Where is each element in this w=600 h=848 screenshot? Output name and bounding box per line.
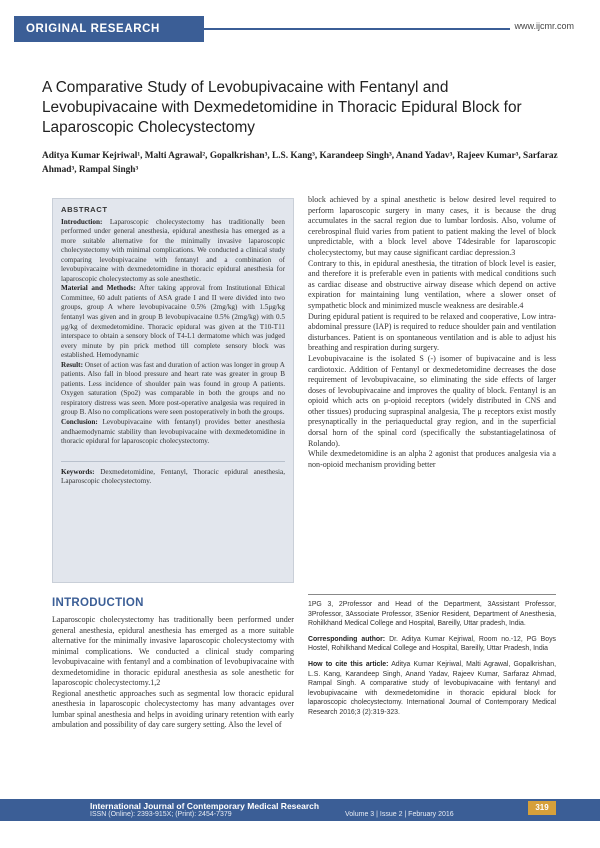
site-url[interactable]: www.ijcmr.com xyxy=(510,21,578,31)
footer-volume-issue: Volume 3 | Issue 2 | February 2016 xyxy=(345,811,454,818)
cite-label: How to cite this article: xyxy=(308,660,389,668)
right-column-body xyxy=(308,195,556,583)
abstract-label: Result: xyxy=(61,360,83,369)
abstract-label: Material and Methods: xyxy=(61,284,136,293)
body-paragraph: block achieved by a spinal anesthetic is below desired level required to perform laparoscopic surgery in many cases, it is because the drug accumulates in the sacral region due to lumbar lordosis. Also, volume of cerebrospinal fluid varies from patient to patient making the level of block unpredictable, with a block level above T4desirable for laparoscopic cholecystectomy, but may cause significant cardiac depression.3 xyxy=(308,195,556,257)
introduction-body xyxy=(52,615,294,805)
body-paragraph: Levobupivacaine is the isolated S (-) isomer of bupivacaine and is less cardiotoxic. Addition of Fentanyl or dexmedetomidine decreases the dose requirement of levobupivacaine, so eliminating the side effects of larger doses of levobupivacaine and improves the quality of block. Fentanyl is an opioid which acts on μ-opioid receptors (widely distributed in CNS and other tissues) producing supraspinal analgesia, The μ receptors exist mostly presynaptically in the periaqueductal gray region, and in the superficial dorsal horn of the spinal cord (specifically the substantiagelatinosa of Rolando). xyxy=(308,353,556,448)
footer-issn: ISSN (Online): 2393-915X; (Print): 2454-7379 xyxy=(90,811,232,818)
affiliation-rule xyxy=(308,594,556,595)
abstract-text: Laparoscopic cholecystectomy has traditionally been performed under general anesthesia, epidural anesthesia has emerged as a more suitable alternative for the minimally invasive laparoscopic cholecystectomy with minimal complications. We conducted a clinical study comparing levobupivacaine with fentanyl and a combination of levobupivacaine with dexmedetomidine in thoracic epidural anesthesia for laparoscopic cholecystectomy as sole anesthetic. xyxy=(61,217,285,283)
introduction-heading: INTRODUCTION xyxy=(52,597,144,609)
abstract-label: Conclusion: xyxy=(61,418,98,427)
body-paragraph: Regional anesthetic approaches such as segmental low thoracic epidural anesthesia in laparoscopic cholecystectomy has many advantages over lumbar spinal anesthesia and helps in avoiding urinary retention with early ambulation and possibility of day care surgery setting. Also the level of xyxy=(52,688,294,730)
abstract-result xyxy=(61,361,285,418)
page-number-badge: 319 xyxy=(528,801,556,815)
abstract-methods xyxy=(61,284,285,360)
section-label: ORIGINAL RESEARCH xyxy=(14,16,204,42)
corresponding-author xyxy=(308,635,556,654)
corresponding-text: Dr. Aditya Kumar Kejriwal, Room no.-12, PG Boys Hostel, Rohilkhand Medical College and Hospital, Bareilly, Uttar Pradesh, India xyxy=(308,635,556,653)
corresponding-label: Corresponding author: xyxy=(308,635,386,643)
abstract-text: Levobupivacaine with fentanyl) provides better anesthesia andhaemodynamic stability than levobupivacaine with dexmedetomidine in thoracic epidural for laparoscopic cholecystectomy. xyxy=(61,418,285,446)
body-paragraph: Contrary to this, in epidural anesthesia, the titration of block level is easier, and therefore it is preferable even in patients with medical conditions such as cardiac disease and obstructive airway disease which depend on active expiration for maintaining lung ventilation, where a slower onset of sympathetic block and minimized muscle weakness are desirable.4 xyxy=(308,258,556,310)
author-list: Aditya Kumar Kejriwal¹, Malti Agrawal², Gopalkrishan³, L.S. Kang³, Karandeep Singh³, Anand Yadav³, Rajeev Kumar³, Sarfaraz Ahmad³, Rampal Singh³ xyxy=(42,151,558,175)
abstract-text: Onset of action was fast and duration of action was longer in group A patients. Also fall in blood pressure and heart rate was greater in group B patients. Less incidence of shoulder pain was found in group A patients. Oxygen saturation (Spo2) was comparable in both the groups and no respiratory distress was seen. More post-operative analgesia was required in group B. Also no complications were seen postoperatively in both the groups. xyxy=(61,360,285,417)
affiliations xyxy=(308,600,556,724)
footer-journal-name: International Journal of Contemporary Medical Research xyxy=(90,801,320,811)
institution-note: 1PG 3, 2Professor and Head of the Department, 3Assistant Professor, 3Professor, 3Associate Professor, 3Senior Resident, Department of Anesthesia, Rohilkhand Medical College and Hospital, Bareilly, Uttar pradesh, India. xyxy=(308,601,556,628)
body-paragraph: Laparoscopic cholecystectomy has traditionally been performed under general anesthesia, epidural anesthesia has emerged as a more suitable alternative for the minimally invasive laparoscopic cholecystectomy with minimal complications. We conducted a clinical study comparing levobupivacaine with fentanyl and a combination of levobupivacaine with dexmedetomidine in thoracic epidural anesthesia as sole anesthetic for laparoscopic cholecystectomy.1,2 xyxy=(52,615,294,688)
abstract-keywords xyxy=(61,461,285,487)
body-paragraph: During epidural patient is required to be relaxed and cooperative, Low intra-abdominal pressure (IAP) is required to reduce shoulder pain and ventilation disturbances. Patient is on spontaneous ventilation and is able to adjust his breathing and respiration during surgery. xyxy=(308,311,556,353)
abstract-text: After taking approval from Institutional Ethical Committee, 60 adult patients of ASA grade I and II were divided into two groups, group A where levobupivacaine 0.5% (2mg/kg) with 1.5μg/kg fentanyl was given and in group B levobupivacaine 0.5% (2mg/kg) with 0.5 μg/kg of dexmedetomidine. Thoracic epidural was given at the T10-T11 interspace to obtain a sensory block of T4-L1 dermatome which was judged every minute by pin prick method till complete sensory block was established. Hemodynamic xyxy=(61,284,285,360)
keywords-text: Dexmedetomidine, Fentanyl, Thoracic epidural anesthesia, Laparoscopic cholecystectomy. xyxy=(61,467,285,486)
abstract-label: Introduction: xyxy=(61,217,103,226)
abstract-introduction xyxy=(61,218,285,285)
body-paragraph: While dexmedetomidine is an alpha 2 agonist that produces analgesia via a non-opioid mechanism providing better xyxy=(308,449,556,469)
citation-note xyxy=(308,660,556,718)
abstract-conclusion xyxy=(61,418,285,447)
abstract-heading: ABSTRACT xyxy=(61,205,108,214)
article-title: A Comparative Study of Levobupivacaine with Fentanyl and Levobupivacaine with Dexmedetomidine in Thoracic Epidural Block for Laparoscopic Cholecystectomy xyxy=(42,79,522,136)
cite-text: Aditya Kumar Kejriwal, Malti Agrawal, Gopalkrishan, L.S. Kang, Karandeep Singh, Anand Yadav, Rajeev Kumar, Sarfaraz Ahmad, Rampal Singh. A comparative study of levobupivacaine with fentanyl and levobupivacaine with dexmedetomidine in thoracic epidural block for laparoscopic cholecystectomy. International Journal of Contemporary Medical Research 2016;3 (2):319-323. xyxy=(308,660,556,716)
abstract-box xyxy=(52,198,294,583)
keywords-label: Keywords: xyxy=(61,467,95,476)
